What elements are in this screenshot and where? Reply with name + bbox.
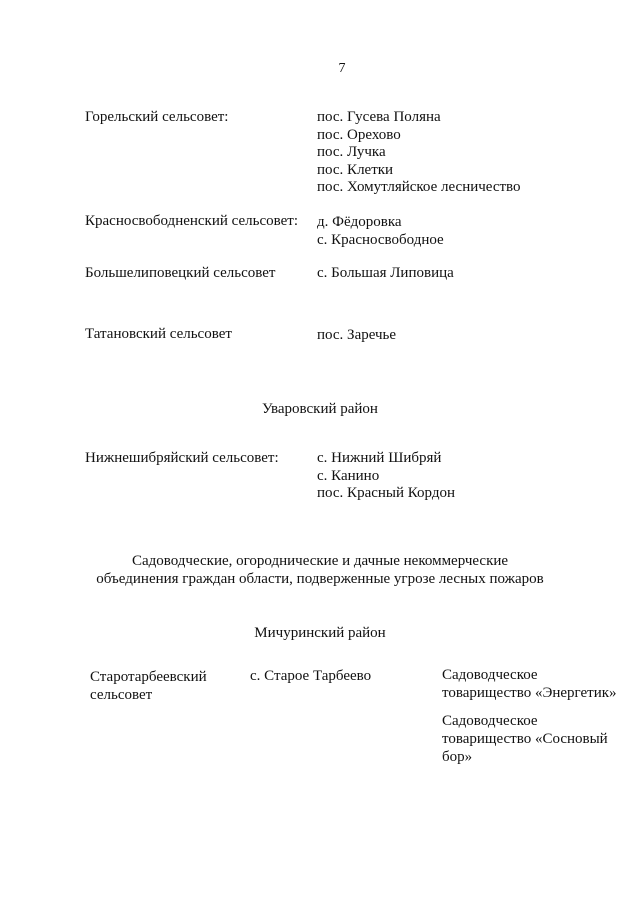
settlement-item: с. Красносвободное [317, 231, 444, 248]
settlement-list-nizhneshibryaysky [317, 449, 455, 502]
gardening-heading-line1: Садоводческие, огороднические и дачные некоммерческие [131, 553, 509, 569]
association-list [442, 666, 617, 776]
settlement-item: пос. Красный Кордон [317, 485, 455, 501]
settlement-item: д. Фёдоровка [317, 214, 402, 230]
council-name-line: Старотарбеевский [90, 669, 207, 685]
district-heading-michurinsky: Мичуринский район [254, 625, 386, 641]
council-name-line: сельсовет [90, 687, 153, 703]
association-item: Садоводческое товарищество «Энергетик» [442, 667, 617, 701]
council-bolshelipovetsky: Большелиповецкий сельсовет [85, 265, 276, 281]
council-krasnosvobodnensky: Красносвободненский сельсовет: [85, 213, 299, 229]
settlement-item: пос. Клетки [317, 161, 394, 178]
settlement-list-gorelsky [317, 108, 521, 196]
gardening-heading-line2: объединения граждан области, подверженные угрозе лесных пожаров [96, 571, 544, 587]
village-staroe-tarbeevo: с. Старое Тарбеево [250, 668, 372, 684]
council-starotarbeevsky [90, 668, 207, 704]
settlement-item: пос. Лучка [317, 144, 386, 160]
settlement-item: пос. Заречье [317, 327, 397, 343]
settlement-list-tatanovsky [317, 326, 396, 344]
page-number: 7 [338, 61, 346, 76]
settlement-item: с. Канино [317, 467, 380, 484]
council-tatanovsky: Татановский сельсовет [85, 326, 232, 342]
council-gorelsky: Горельский сельсовет: [85, 109, 229, 125]
settlement-item: пос. Гусева Поляна [317, 109, 441, 125]
settlement-item: пос. Хомутляйское лесничество [317, 179, 521, 195]
settlement-list-bolshelipovetsky [317, 264, 454, 282]
settlement-list-krasnosvobodnensky [317, 213, 444, 248]
settlement-item: с. Нижний Шибряй [317, 450, 442, 466]
settlement-item: с. Большая Липовица [317, 265, 454, 281]
association-item: Садоводческое товарищество «Сосновый бор» [442, 713, 608, 765]
settlement-item: пос. Орехово [317, 126, 401, 143]
district-heading-uvarovsky: Уваровский район [262, 401, 378, 417]
council-nizhneshibryaysky: Нижнешибряйский сельсовет: [85, 450, 279, 466]
